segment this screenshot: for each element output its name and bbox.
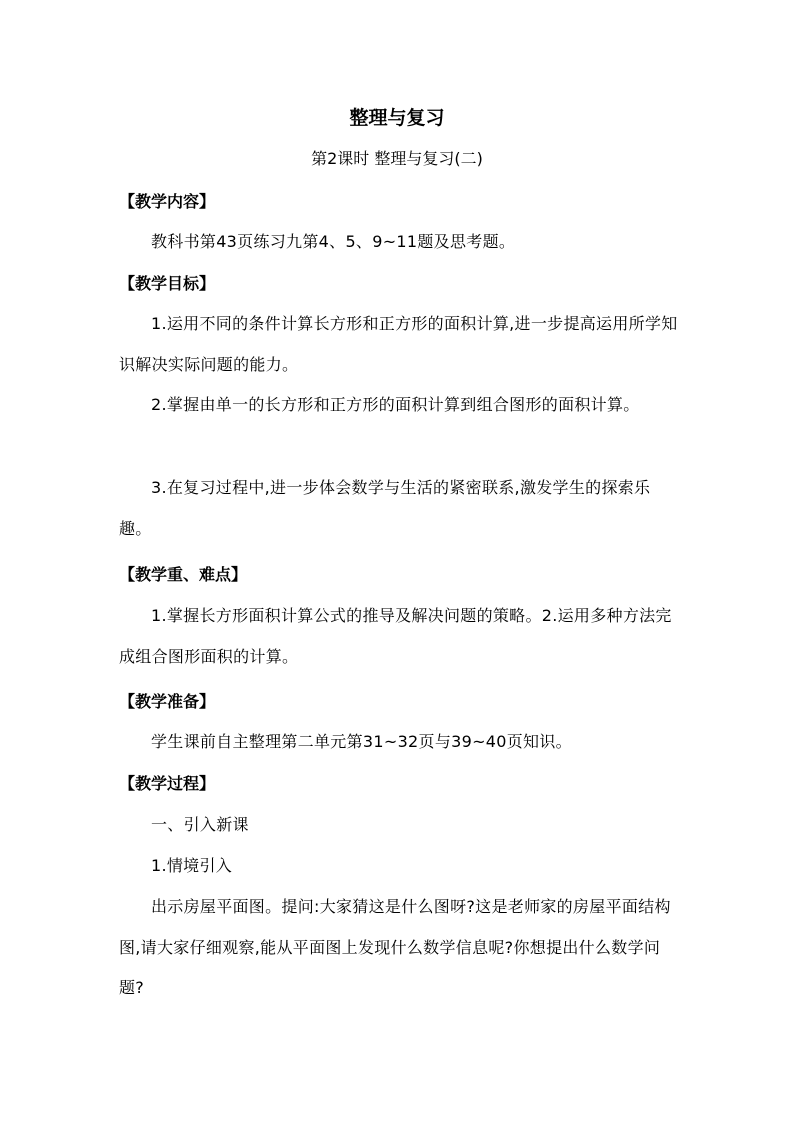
process-step-1: 1.情境引入 xyxy=(151,856,233,875)
section-heading-keypoints: 【教学重、难点】 xyxy=(119,565,248,584)
keypoints-text: 1.掌握长方形面积计算公式的推导及解决问题的策略。2.运用多种方法完成组合图形面积的计算。 xyxy=(119,606,672,666)
section-heading-preparation: 【教学准备】 xyxy=(119,692,216,711)
goal-item-2: 2.掌握由单一的长方形和正方形的面积计算到组合图形的面积计算。 xyxy=(151,395,640,414)
content-text: 教科书第43页练习九第4、5、9~11题及思考题。 xyxy=(151,232,516,251)
section-heading-goals: 【教学目标】 xyxy=(119,274,216,293)
process-part-1: 一、引入新课 xyxy=(151,815,249,834)
preparation-text: 学生课前自主整理第二单元第31~32页与39~40页知识。 xyxy=(151,732,572,751)
section-heading-content: 【教学内容】 xyxy=(119,192,216,211)
goal-item-1: 1.运用不同的条件计算长方形和正方形的面积计算,进一步提高运用所学知识解决实际问题的能力。 xyxy=(119,314,678,374)
lesson-subtitle: 第2课时 整理与复习(二) xyxy=(311,149,483,168)
document-title: 整理与复习 xyxy=(349,107,445,129)
section-heading-process: 【教学过程】 xyxy=(119,774,216,793)
process-text: 出示房屋平面图。提问:大家猜这是什么图呀?这是老师家的房屋平面结构图,请大家仔细观察,能从平面图上发现什么数学信息呢?你想提出什么数学问题? xyxy=(119,897,671,997)
goal-item-3: 3.在复习过程中,进一步体会数学与生活的紧密联系,激发学生的探索乐趣。 xyxy=(119,478,651,538)
